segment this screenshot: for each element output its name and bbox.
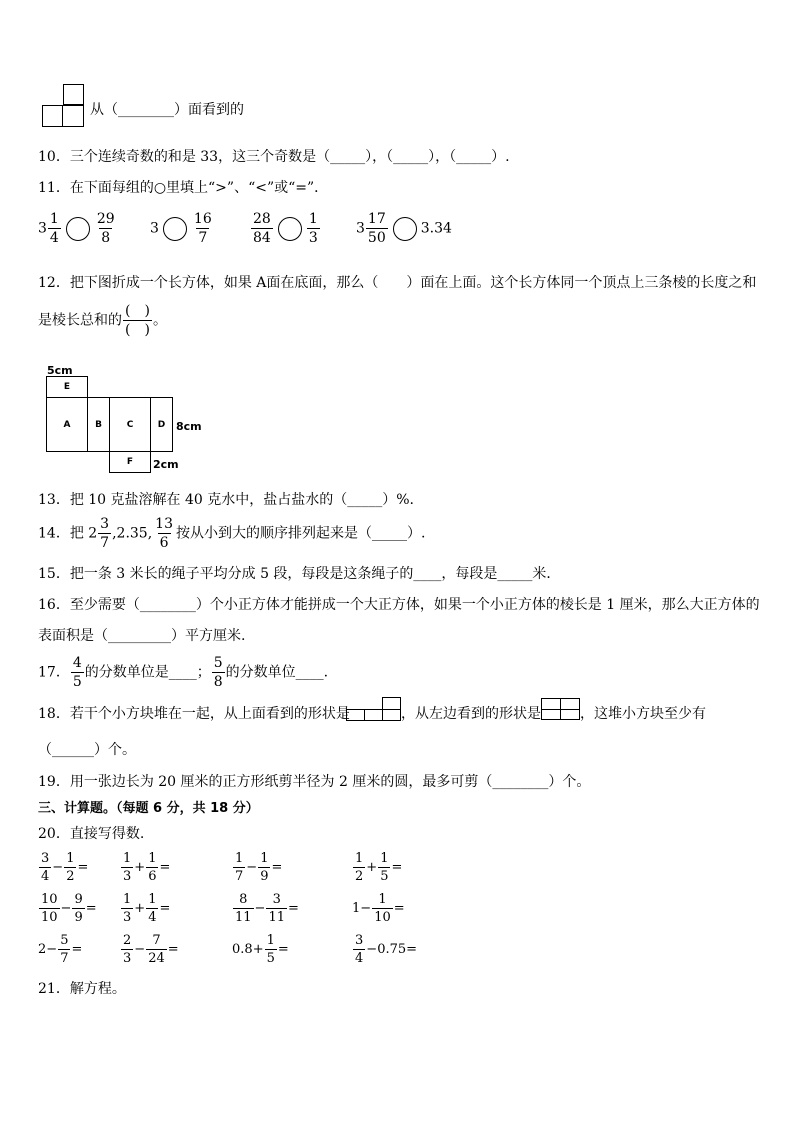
fraction: $\frac{13}{6}$ <box>155 516 173 551</box>
fraction: $\frac{5}{8}$ <box>213 655 223 690</box>
compare-circle[interactable] <box>278 217 302 241</box>
equals-sign: = <box>391 860 403 875</box>
q11-item-3 <box>250 212 321 245</box>
fraction: $\frac{3}{11}$ <box>268 892 285 925</box>
face-e: E <box>46 376 88 398</box>
fraction: $\frac{7}{24}$ <box>148 933 165 966</box>
operator: − <box>254 901 266 916</box>
equals-sign: = <box>393 901 405 916</box>
fraction: $\frac{1}{5}$ <box>266 933 275 966</box>
operator: + <box>366 860 378 875</box>
fraction: $\frac{1}{10}$ <box>374 892 391 925</box>
fraction: $\frac{1}{7}$ <box>235 851 244 884</box>
fraction: $\frac{1}{4}$ <box>49 211 59 246</box>
equals-sign: = <box>85 901 97 916</box>
fraction: $\frac{3}{7}$ <box>100 516 110 551</box>
fraction: $\frac{1}{9}$ <box>260 851 269 884</box>
net-label-top: 5cm <box>47 364 73 377</box>
number: 1 <box>352 901 361 916</box>
equals-sign: = <box>71 942 83 957</box>
q16-line2: 表面积是（_________）平方厘米. <box>38 628 246 644</box>
calc-item <box>120 852 170 883</box>
fraction: $\frac{1}{3}$ <box>123 851 132 884</box>
q15-text: 15．把一条 3 米长的绳子平均分成 5 段，每段是这条绳子的____，每段是_____米． <box>38 566 561 582</box>
equals-sign: = <box>271 860 283 875</box>
number: 2 <box>38 942 47 957</box>
q21-text: 21．解方程。 <box>38 981 126 997</box>
fraction: $\frac{10}{10}$ <box>41 892 58 925</box>
equals-sign: = <box>277 942 289 957</box>
q14-text: 14．把 2 $\frac{3}{7}$ ,2.35, $\frac{13}{6}$ 按从小到大的顺序排列起来是（_____）. <box>38 516 426 551</box>
fraction: $\frac{5}{7}$ <box>60 933 69 966</box>
operator: + <box>252 942 264 957</box>
fraction: $\frac{1}{5}$ <box>380 851 389 884</box>
q9-text: 从（________）面看到的 <box>90 102 244 118</box>
q20-title: 20．直接写得数. <box>38 826 145 842</box>
calc-item <box>38 893 97 924</box>
q16-line1: 16．至少需要（________）个小正方体才能拼成一个大正方体，如果一个小正方体的棱长是 1 厘米，那么大正方体的 <box>38 597 760 613</box>
q13-text: 13．把 10 克盐溶解在 40 克水中，盐占盐水的（_____）%. <box>38 492 414 508</box>
calc-item <box>38 852 88 883</box>
q11-item-2 <box>150 212 215 245</box>
q12-line1: 12．把下图折成一个长方体，如果 A面在底面，那么（ ）面在上面。这个长方体同一个顶点上三条棱的长度之和 <box>38 275 757 291</box>
operator: − <box>246 860 258 875</box>
operator: − <box>60 901 72 916</box>
q18-part2: ，从左边看到的形状是 <box>401 706 541 722</box>
equals-sign: = <box>77 860 89 875</box>
operator: − <box>46 942 58 957</box>
fraction: $\frac{9}{9}$ <box>74 892 83 925</box>
calc-item <box>232 934 289 965</box>
equals-sign: = <box>159 901 171 916</box>
operator: − <box>134 942 146 957</box>
equals-sign: = <box>288 901 299 916</box>
q18-part1: 18．若干个小方块堆在一起，从上面看到的形状是 <box>38 706 350 722</box>
calc-item <box>38 934 82 965</box>
q11-item-1 <box>38 212 118 245</box>
calc-item <box>352 893 405 924</box>
q18-line2: （______）个。 <box>38 742 136 758</box>
q18-part3: ，这堆小方块至少有 <box>580 706 706 722</box>
q10-text: 10．三个连续奇数的和是 33，这三个奇数是（_____），（_____），（_____）. <box>38 149 510 165</box>
compare-circle[interactable] <box>163 217 187 241</box>
net-label-right: 8cm <box>176 420 202 433</box>
fraction: $\frac{1}{3}$ <box>123 892 132 925</box>
q12-line2: 是棱长总和的 $\frac{( )}{( )}$ 。 <box>38 303 167 338</box>
fraction: $\frac{8}{11}$ <box>235 892 252 925</box>
number: 0.75 <box>377 942 407 957</box>
calc-item <box>232 893 299 924</box>
mixed-whole: 3 <box>150 220 159 237</box>
fraction: $\frac{28}{84}$ <box>253 211 271 246</box>
q19-text: 19．用一张边长为 20 厘米的正方形纸剪半径为 2 厘米的圆，最多可剪（________）个。 <box>38 774 591 790</box>
fraction: $\frac{1}{6}$ <box>148 851 157 884</box>
fraction-blank[interactable]: $\frac{( )}{( )}$ <box>125 303 150 338</box>
fraction: $\frac{16}{7}$ <box>193 211 212 246</box>
face-f: F <box>109 451 151 473</box>
number: 0.8 <box>232 942 253 957</box>
mixed-whole: 3 <box>38 220 47 237</box>
fraction: $\frac{1}{2}$ <box>66 851 75 884</box>
fraction: $\frac{3}{4}$ <box>41 851 50 884</box>
q11-item-4 <box>356 212 452 245</box>
operator: + <box>134 901 146 916</box>
equals-sign: = <box>406 942 418 957</box>
operator: − <box>52 860 64 875</box>
calc-item <box>120 934 179 965</box>
fraction: $\frac{2}{3}$ <box>123 933 132 966</box>
fraction: $\frac{1}{2}$ <box>355 851 364 884</box>
fraction: $\frac{3}{4}$ <box>355 933 364 966</box>
operator: − <box>360 901 372 916</box>
fraction: $\frac{1}{4}$ <box>148 892 157 925</box>
face-b: B <box>87 397 110 452</box>
fraction: $\frac{4}{5}$ <box>72 655 82 690</box>
fraction: $\frac{29}{8}$ <box>96 211 115 246</box>
net-label-bottom: 2cm <box>153 458 179 471</box>
operator: − <box>366 942 378 957</box>
fraction: $\frac{17}{50}$ <box>367 211 386 246</box>
operator: + <box>134 860 146 875</box>
mixed-whole: 3 <box>356 220 365 237</box>
q17-text: 17． $\frac{4}{5}$ 的分数单位是____； $\frac{5}{8}$ 的分数单位____. <box>38 655 329 690</box>
face-c: C <box>109 397 151 452</box>
section-3-title: 三、计算题。（每题 6 分，共 18 分） <box>38 801 259 816</box>
calc-item <box>120 893 170 924</box>
compare-circle[interactable] <box>66 217 90 241</box>
compare-circle[interactable] <box>393 217 417 241</box>
fraction: $\frac{1}{3}$ <box>308 211 318 246</box>
calc-item <box>352 852 402 883</box>
face-a: A <box>46 397 88 452</box>
equals-sign: = <box>159 860 171 875</box>
calc-item <box>232 852 282 883</box>
equals-sign: = <box>167 942 179 957</box>
calc-item <box>352 934 417 965</box>
face-d: D <box>150 397 173 452</box>
q11-text: 11．在下面每组的○里填上“>”、“<”或“=”． <box>38 180 329 196</box>
decimal-value: 3.34 <box>420 220 452 237</box>
